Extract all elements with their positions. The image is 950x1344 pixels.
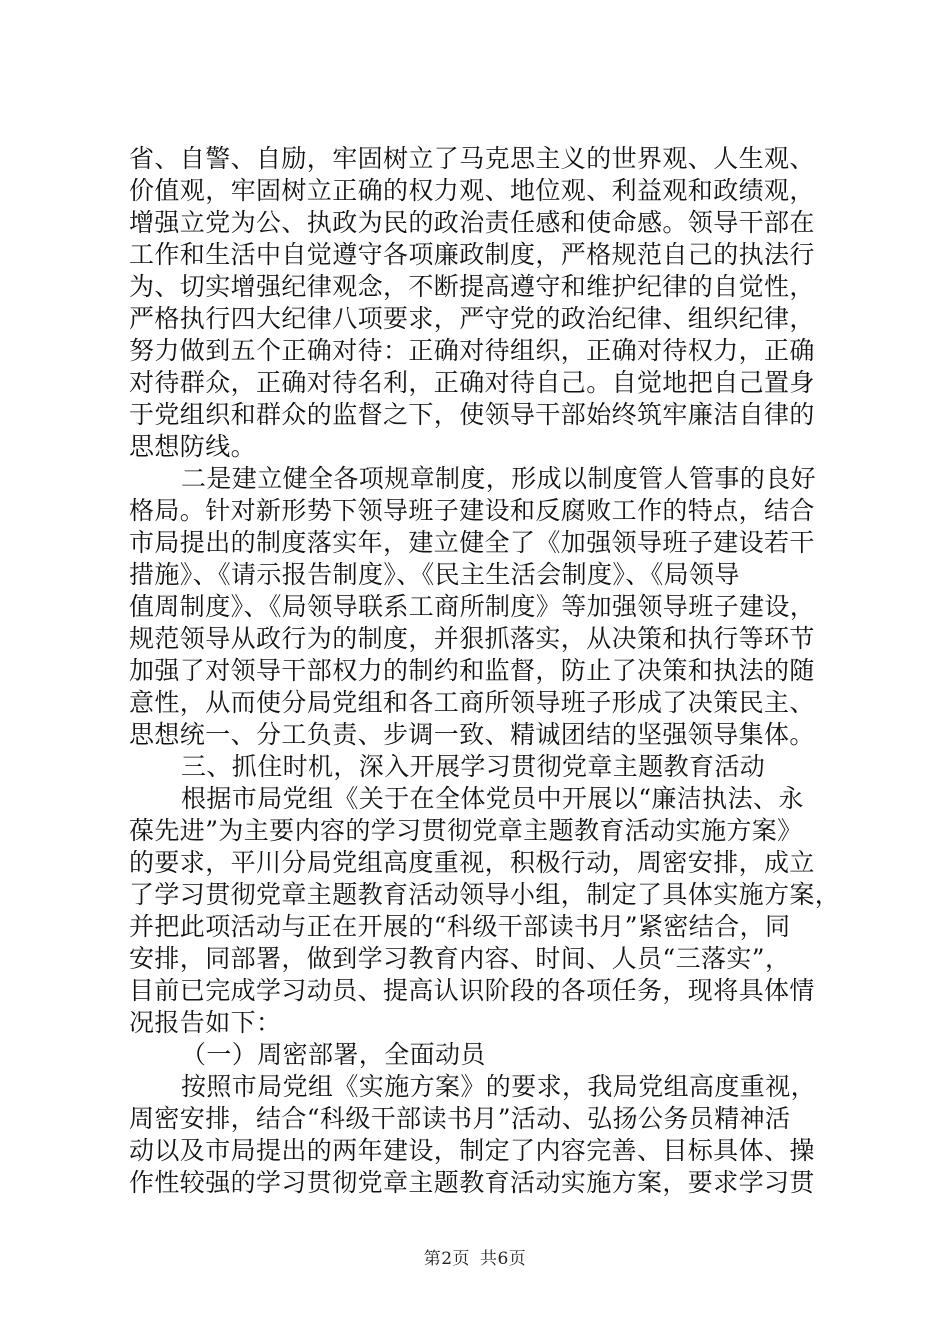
text-line: 并把此项活动与正在开展的“科级干部读书月”紧密结合，同	[129, 912, 791, 941]
text-line: 格局。针对新形势下领导班子建设和反腐败工作的特点，结合	[129, 496, 815, 525]
paragraph-start-line: 根据市局党组《关于在全体党员中开展以“廉洁执法、永	[181, 784, 804, 813]
paragraph-start-line: 二是建立健全各项规章制度，形成以制度管人管事的良好	[181, 464, 817, 493]
text-line: 了学习贯彻党章主题教育活动领导小组，制定了具体实施方案，	[129, 880, 841, 909]
text-line: 为、切实增强纪律观念，不断提高遵守和维护纪律的自觉性，	[129, 272, 815, 301]
text-line: 严格执行四大纪律八项要求，严守党的政治纪律、组织纪律，	[129, 304, 815, 333]
text-line: 规范领导从政行为的制度，并狠抓落实，从决策和执行等环节	[129, 624, 815, 653]
text-line: 周密安排，结合“科级干部读书月”活动、弘扬公务员精神活	[129, 1104, 791, 1133]
text-line: 增强立党为公、执政为民的政治责任感和使命感。领导干部在	[129, 208, 815, 237]
text-line: 省、自警、自励，牢固树立了马克思主义的世界观、人生观、	[129, 144, 815, 173]
text-line: 安排，同部署，做到学习教育内容、时间、人员“三落实”，	[129, 944, 791, 973]
text-line: 工作和生活中自觉遵守各项廉政制度，严格规范自己的执法行	[129, 240, 815, 269]
text-line: 市局提出的制度落实年，建立健全了《加强领导班子建设若干	[129, 528, 815, 557]
subsection-heading: （一）周密部署，全面动员	[181, 1040, 486, 1069]
paragraph-start-line: 按照市局党组《实施方案》的要求，我局党组高度重视，	[181, 1072, 817, 1101]
text-line: 动以及市局提出的两年建设，制定了内容完善、目标具体、操	[129, 1136, 815, 1165]
text-line: 况报告如下：	[129, 1008, 282, 1037]
text-line: 加强了对领导干部权力的制约和监督，防止了决策和执法的随	[129, 656, 815, 685]
text-line: 价值观，牢固树立正确的权力观、地位观、利益观和政绩观，	[129, 176, 815, 205]
text-line: 目前已完成学习动员、提高认识阶段的各项任务，现将具体情	[129, 976, 815, 1005]
text-line: 值周制度》、《局领导联系工商所制度》等加强领导班子建设，	[129, 592, 816, 621]
text-line: 作性较强的学习贯彻党章主题教育活动实施方案，要求学习贯	[129, 1168, 815, 1197]
page-total: 共6页	[479, 1249, 527, 1269]
text-line: 努力做到五个正确对待：正确对待组织，正确对待权力，正确	[129, 336, 815, 365]
text-line: 思想统一、分工负责、步调一致、精诚团结的坚强领导集体。	[129, 720, 815, 749]
text-line: 意性，从而使分局党组和各工商所领导班子形成了决策民主、	[129, 688, 815, 717]
text-line: 措施》、《请示报告制度》、《民主生活会制度》、《局领导	[129, 560, 740, 589]
page-number: 第2页	[423, 1249, 471, 1269]
text-line: 葆先进”为主要内容的学习贯彻党章主题教育活动实施方案》	[129, 816, 803, 845]
text-line: 思想防线。	[129, 432, 257, 461]
text-line: 于党组织和群众的监督之下，使领导干部始终筑牢廉洁自律的	[129, 400, 815, 429]
page-footer	[0, 1244, 950, 1269]
document-body	[129, 143, 844, 1199]
text-line: 的要求，平川分局党组高度重视，积极行动，周密安排，成立	[129, 848, 815, 877]
section-heading: 三、抓住时机，深入开展学习贯彻党章主题教育活动	[181, 752, 766, 781]
text-line: 对待群众，正确对待名利，正确对待自己。自觉地把自己置身	[129, 368, 815, 397]
